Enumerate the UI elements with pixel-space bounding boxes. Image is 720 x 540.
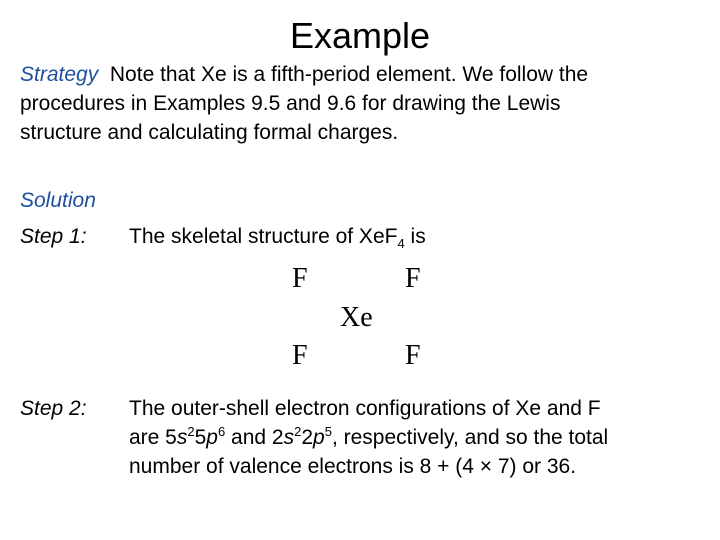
orbital-s-f: s — [283, 426, 295, 449]
superscript: 6 — [217, 424, 226, 439]
strategy-label: Strategy — [20, 63, 99, 86]
step1-text-before: The skeletal structure of Xe — [129, 225, 385, 248]
superscript: 2 — [294, 424, 302, 439]
step2-rest: , respectively, and so the total — [331, 426, 609, 449]
step1-text-after: is — [404, 225, 426, 248]
superscript: 5 — [324, 424, 332, 439]
fluorine-atom-bottom-right: F — [405, 340, 421, 371]
solution-label: Solution — [20, 189, 96, 212]
step1-formula: F — [384, 225, 398, 248]
step2-line-3: number of valence electrons is 8 + (4 × 7) or 36. — [129, 455, 577, 478]
step2-line-2 — [129, 423, 608, 452]
strategy-line-2: procedures in Examples 9.5 and 9.6 for drawing the Lewis — [20, 92, 561, 115]
superscript: 2 — [187, 424, 195, 439]
strategy-line-1 — [20, 60, 588, 89]
orbital-s-xe: s — [176, 426, 188, 449]
step1-subscript: 4 — [397, 236, 405, 252]
shell-number: 2 — [301, 426, 314, 449]
fluorine-atom-bottom-left: F — [292, 340, 308, 371]
step1-text — [129, 222, 426, 251]
strategy-text-1: Note that Xe is a fifth-period element. We follow the — [109, 63, 589, 86]
xenon-atom-center: Xe — [340, 302, 373, 333]
fluorine-atom-top-left: F — [292, 263, 308, 294]
orbital-p-f: p — [313, 426, 325, 449]
step2-line-1: The outer-shell electron configurations of Xe and F — [129, 397, 601, 420]
step1-label: Step 1: — [20, 225, 87, 248]
shell-number: 5 — [194, 426, 207, 449]
slide-title: Example — [289, 15, 431, 56]
strategy-line-3: structure and calculating formal charges. — [20, 121, 399, 144]
fluorine-atom-top-right: F — [405, 263, 421, 294]
step2-and: and 2 — [225, 426, 284, 449]
orbital-p-xe: p — [206, 426, 218, 449]
step2-are: are 5 — [129, 426, 177, 449]
step2-label: Step 2: — [20, 397, 87, 420]
